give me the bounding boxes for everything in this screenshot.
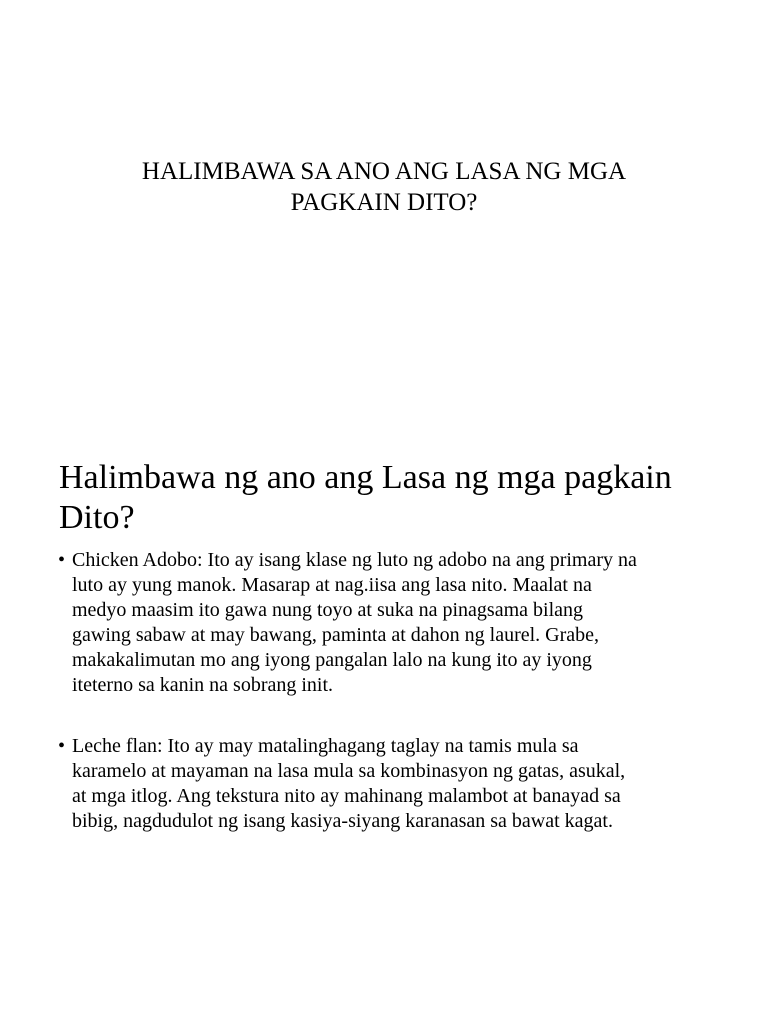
bullet-text-line: luto ay yung manok. Masarap at nag.iisa ang lasa nito. Maalat na	[72, 574, 592, 596]
bullet-dot-icon: •	[58, 549, 66, 571]
bullet-text-line: makakalimutan mo ang iyong pangalan lalo na kung ito ay iyong	[72, 649, 592, 671]
bullet-item-leche-flan	[58, 734, 738, 834]
bullet-text-line: karamelo at mayaman na lasa mula sa kombinasyon ng gatas, asukal,	[72, 760, 626, 782]
section-heading	[59, 458, 739, 538]
slide-title	[60, 156, 708, 218]
bullet-text-line: at mga itlog. Ang tekstura nito ay mahinang malambot at banayad sa	[72, 785, 621, 807]
section-heading-line: Dito?	[59, 499, 135, 536]
bullet-item-chicken-adobo	[58, 548, 738, 698]
bullet-text-line: iteterno sa kanin na sobrang init.	[72, 674, 334, 696]
slide-title-line: PAGKAIN DITO?	[290, 189, 478, 216]
bullet-text-line: Chicken Adobo: Ito ay isang klase ng luto ng adobo na ang primary na	[72, 549, 637, 571]
bullet-dot-icon: •	[58, 735, 66, 757]
bullet-text-line: Leche flan: Ito ay may matalinghagang taglay na tamis mula sa	[72, 735, 579, 757]
bullet-text-line: bibig, nagdudulot ng isang kasiya-siyang karanasan sa bawat kagat.	[72, 810, 613, 832]
slide-title-line: HALIMBAWA SA ANO ANG LASA NG MGA	[141, 158, 627, 185]
bullet-list	[58, 548, 738, 870]
section-heading-line: Halimbawa ng ano ang Lasa ng mga pagkain	[59, 459, 672, 496]
bullet-text-line: medyo maasim ito gawa nung toyo at suka na pinagsama bilang	[72, 599, 583, 621]
bullet-text-line: gawing sabaw at may bawang, paminta at dahon ng laurel. Grabe,	[72, 624, 600, 646]
